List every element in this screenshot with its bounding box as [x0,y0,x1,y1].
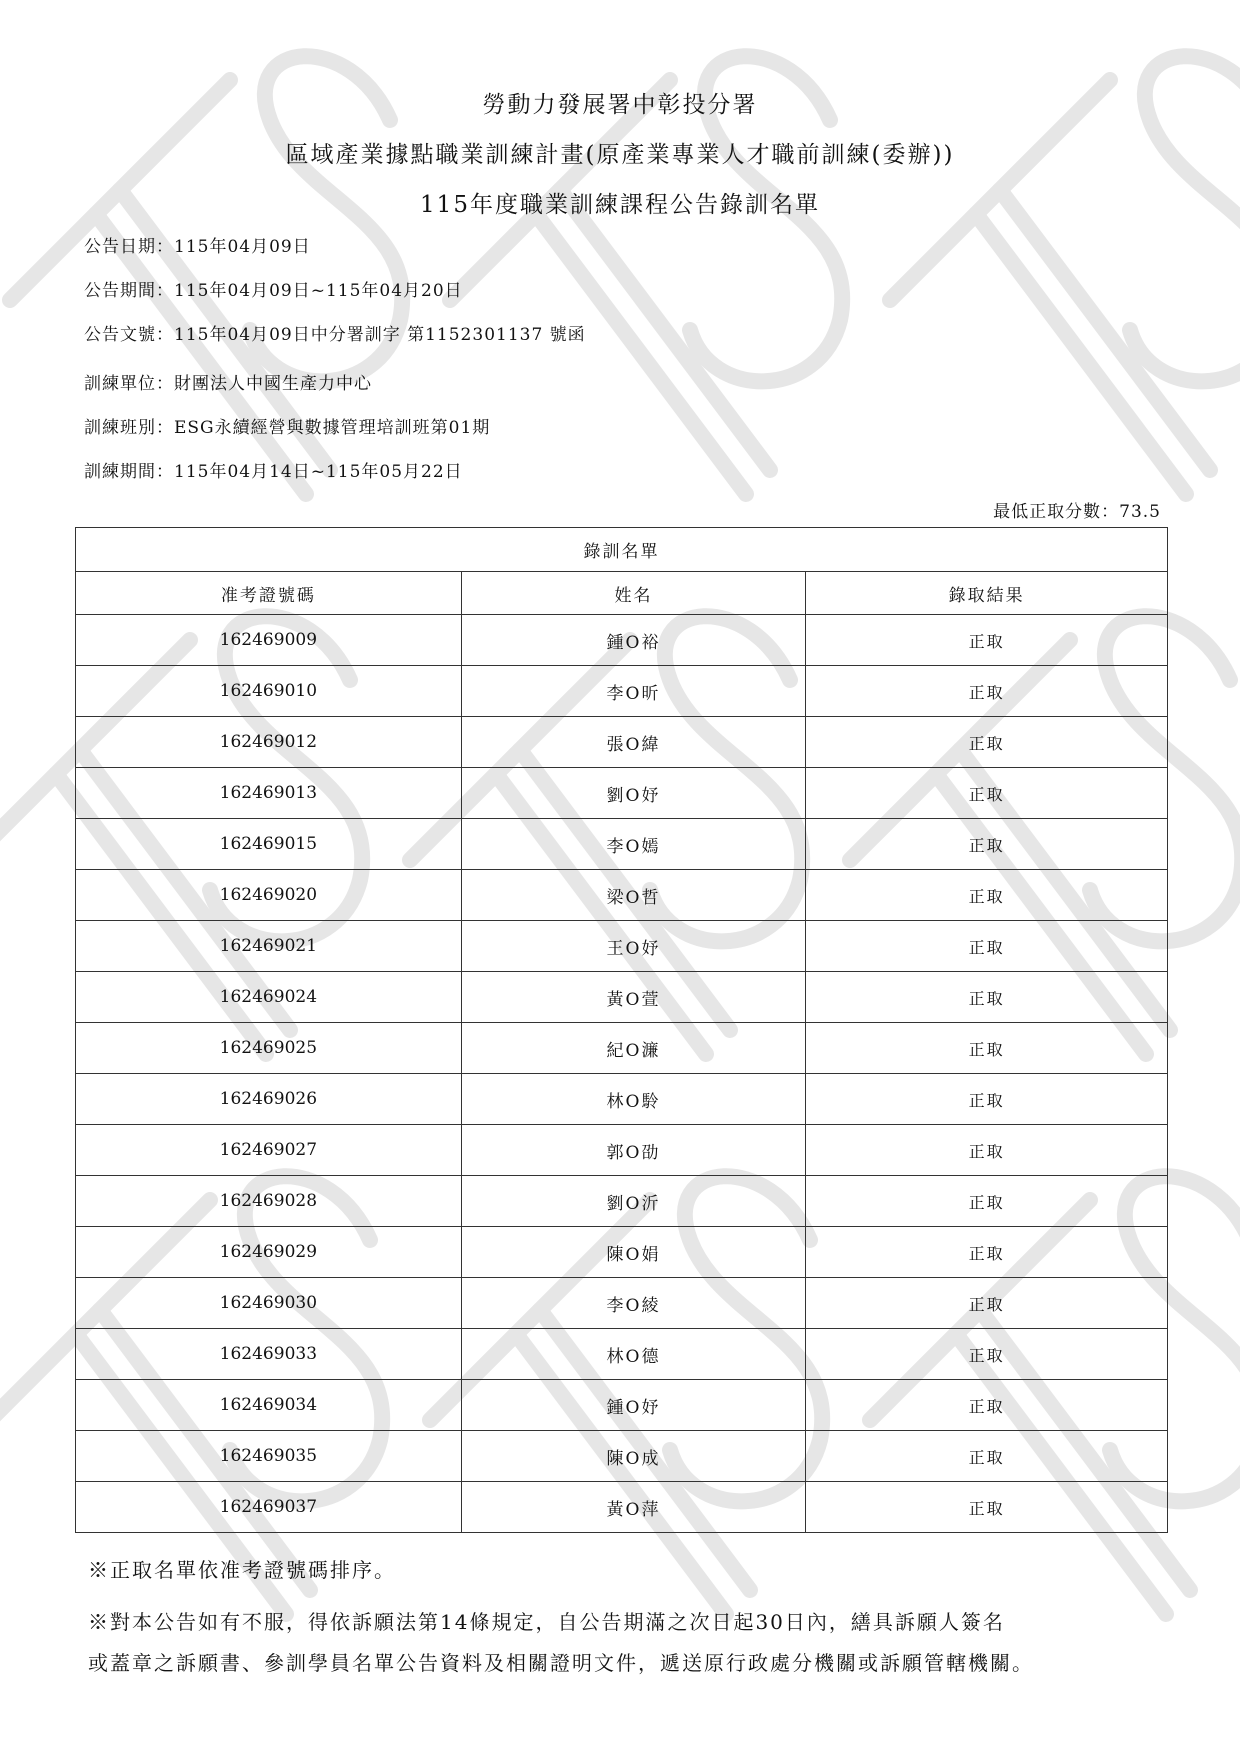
admission-result: 正取 [806,870,1168,921]
trainee-name: 鍾O裕 [461,615,806,666]
trainee-name: 鍾O妤 [461,1380,806,1431]
table-row [76,1176,1168,1227]
table-row [76,615,1168,666]
document-number: 公告文號：115年04月09日中分署訓字 第1152301137 號函 [84,325,586,345]
minimum-score: 最低正取分數：73.5 [993,502,1161,522]
announce-date: 公告日期：115年04月09日 [84,237,311,257]
exam-id: 162469030 [76,1278,462,1329]
table-caption: 錄訓名單 [76,528,1168,572]
class-name: 訓練班別：ESG永續經營與數據管理培訓班第01期 [84,418,491,438]
notice-title: 115年度職業訓練課程公告錄訓名單 [420,192,820,218]
trainee-name: 劉O妤 [461,768,806,819]
trainee-name: 李O嫣 [461,819,806,870]
admission-result: 正取 [806,1431,1168,1482]
exam-id: 162469028 [76,1176,462,1227]
exam-id: 162469013 [76,768,462,819]
table-row [76,666,1168,717]
admission-result: 正取 [806,1278,1168,1329]
trainee-name: 陳O成 [461,1431,806,1482]
exam-id: 162469034 [76,1380,462,1431]
exam-id: 162469010 [76,666,462,717]
table-row [76,1227,1168,1278]
admission-result: 正取 [806,1329,1168,1380]
announce-period: 公告期間：115年04月09日~115年04月20日 [84,281,463,301]
exam-id: 162469027 [76,1125,462,1176]
table-row [76,1329,1168,1380]
admission-result: 正取 [806,666,1168,717]
appeal-note-line-2: 或蓋章之訴願書、參訓學員名單公告資料及相關證明文件，遞送原行政處分機關或訴願管轄機關。 [88,1651,1034,1675]
exam-id: 162469035 [76,1431,462,1482]
table-row [76,1380,1168,1431]
exam-id: 162469015 [76,819,462,870]
sort-note: ※正取名單依准考證號碼排序。 [88,1558,396,1582]
appeal-note-line-1: ※對本公告如有不服，得依訴願法第14條規定，自公告期滿之次日起30日內，繕具訴願人簽名 [88,1610,1005,1634]
exam-id: 162469033 [76,1329,462,1380]
program-title: 區域產業據點職業訓練計畫(原產業專業人才職前訓練(委辦)) [285,142,955,168]
table-row [76,921,1168,972]
admission-result: 正取 [806,717,1168,768]
trainee-name: 梁O哲 [461,870,806,921]
trainee-name: 陳O娟 [461,1227,806,1278]
admission-result: 正取 [806,819,1168,870]
admission-result: 正取 [806,1482,1168,1533]
admission-result: 正取 [806,1176,1168,1227]
admission-result: 正取 [806,1380,1168,1431]
trainee-name: 李O綾 [461,1278,806,1329]
exam-id: 162469009 [76,615,462,666]
agency-title: 勞動力發展署中彰投分署 [482,92,758,118]
table-row [76,819,1168,870]
admission-result: 正取 [806,1023,1168,1074]
exam-id: 162469020 [76,870,462,921]
table-row [76,717,1168,768]
trainee-name: 黃O萱 [461,972,806,1023]
trainee-name: 劉O沂 [461,1176,806,1227]
admission-result: 正取 [806,615,1168,666]
trainee-name: 黃O萍 [461,1482,806,1533]
table-row [76,1023,1168,1074]
column-header-name: 姓名 [461,572,806,615]
admission-table [75,527,1168,1533]
exam-id: 162469012 [76,717,462,768]
trainee-name: 林O德 [461,1329,806,1380]
trainee-name: 張O緯 [461,717,806,768]
training-unit: 訓練單位：財團法人中國生產力中心 [84,374,372,394]
exam-id: 162469024 [76,972,462,1023]
table-row [76,1278,1168,1329]
admission-result: 正取 [806,768,1168,819]
exam-id: 162469021 [76,921,462,972]
admission-result: 正取 [806,921,1168,972]
table-row [76,1482,1168,1533]
table-row [76,1125,1168,1176]
table-row [76,1431,1168,1482]
exam-id: 162469037 [76,1482,462,1533]
column-header-result: 錄取結果 [806,572,1168,615]
exam-id: 162469029 [76,1227,462,1278]
trainee-name: 李O昕 [461,666,806,717]
training-period: 訓練期間：115年04月14日~115年05月22日 [84,462,463,482]
column-header-id: 准考證號碼 [76,572,462,615]
table-row [76,870,1168,921]
admission-result: 正取 [806,1074,1168,1125]
exam-id: 162469026 [76,1074,462,1125]
admission-result: 正取 [806,972,1168,1023]
table-row [76,972,1168,1023]
table-row [76,1074,1168,1125]
trainee-name: 林O駖 [461,1074,806,1125]
admission-result: 正取 [806,1227,1168,1278]
admission-result: 正取 [806,1125,1168,1176]
trainee-name: 王O妤 [461,921,806,972]
trainee-name: 紀O濂 [461,1023,806,1074]
exam-id: 162469025 [76,1023,462,1074]
table-row [76,768,1168,819]
trainee-name: 郭O劭 [461,1125,806,1176]
